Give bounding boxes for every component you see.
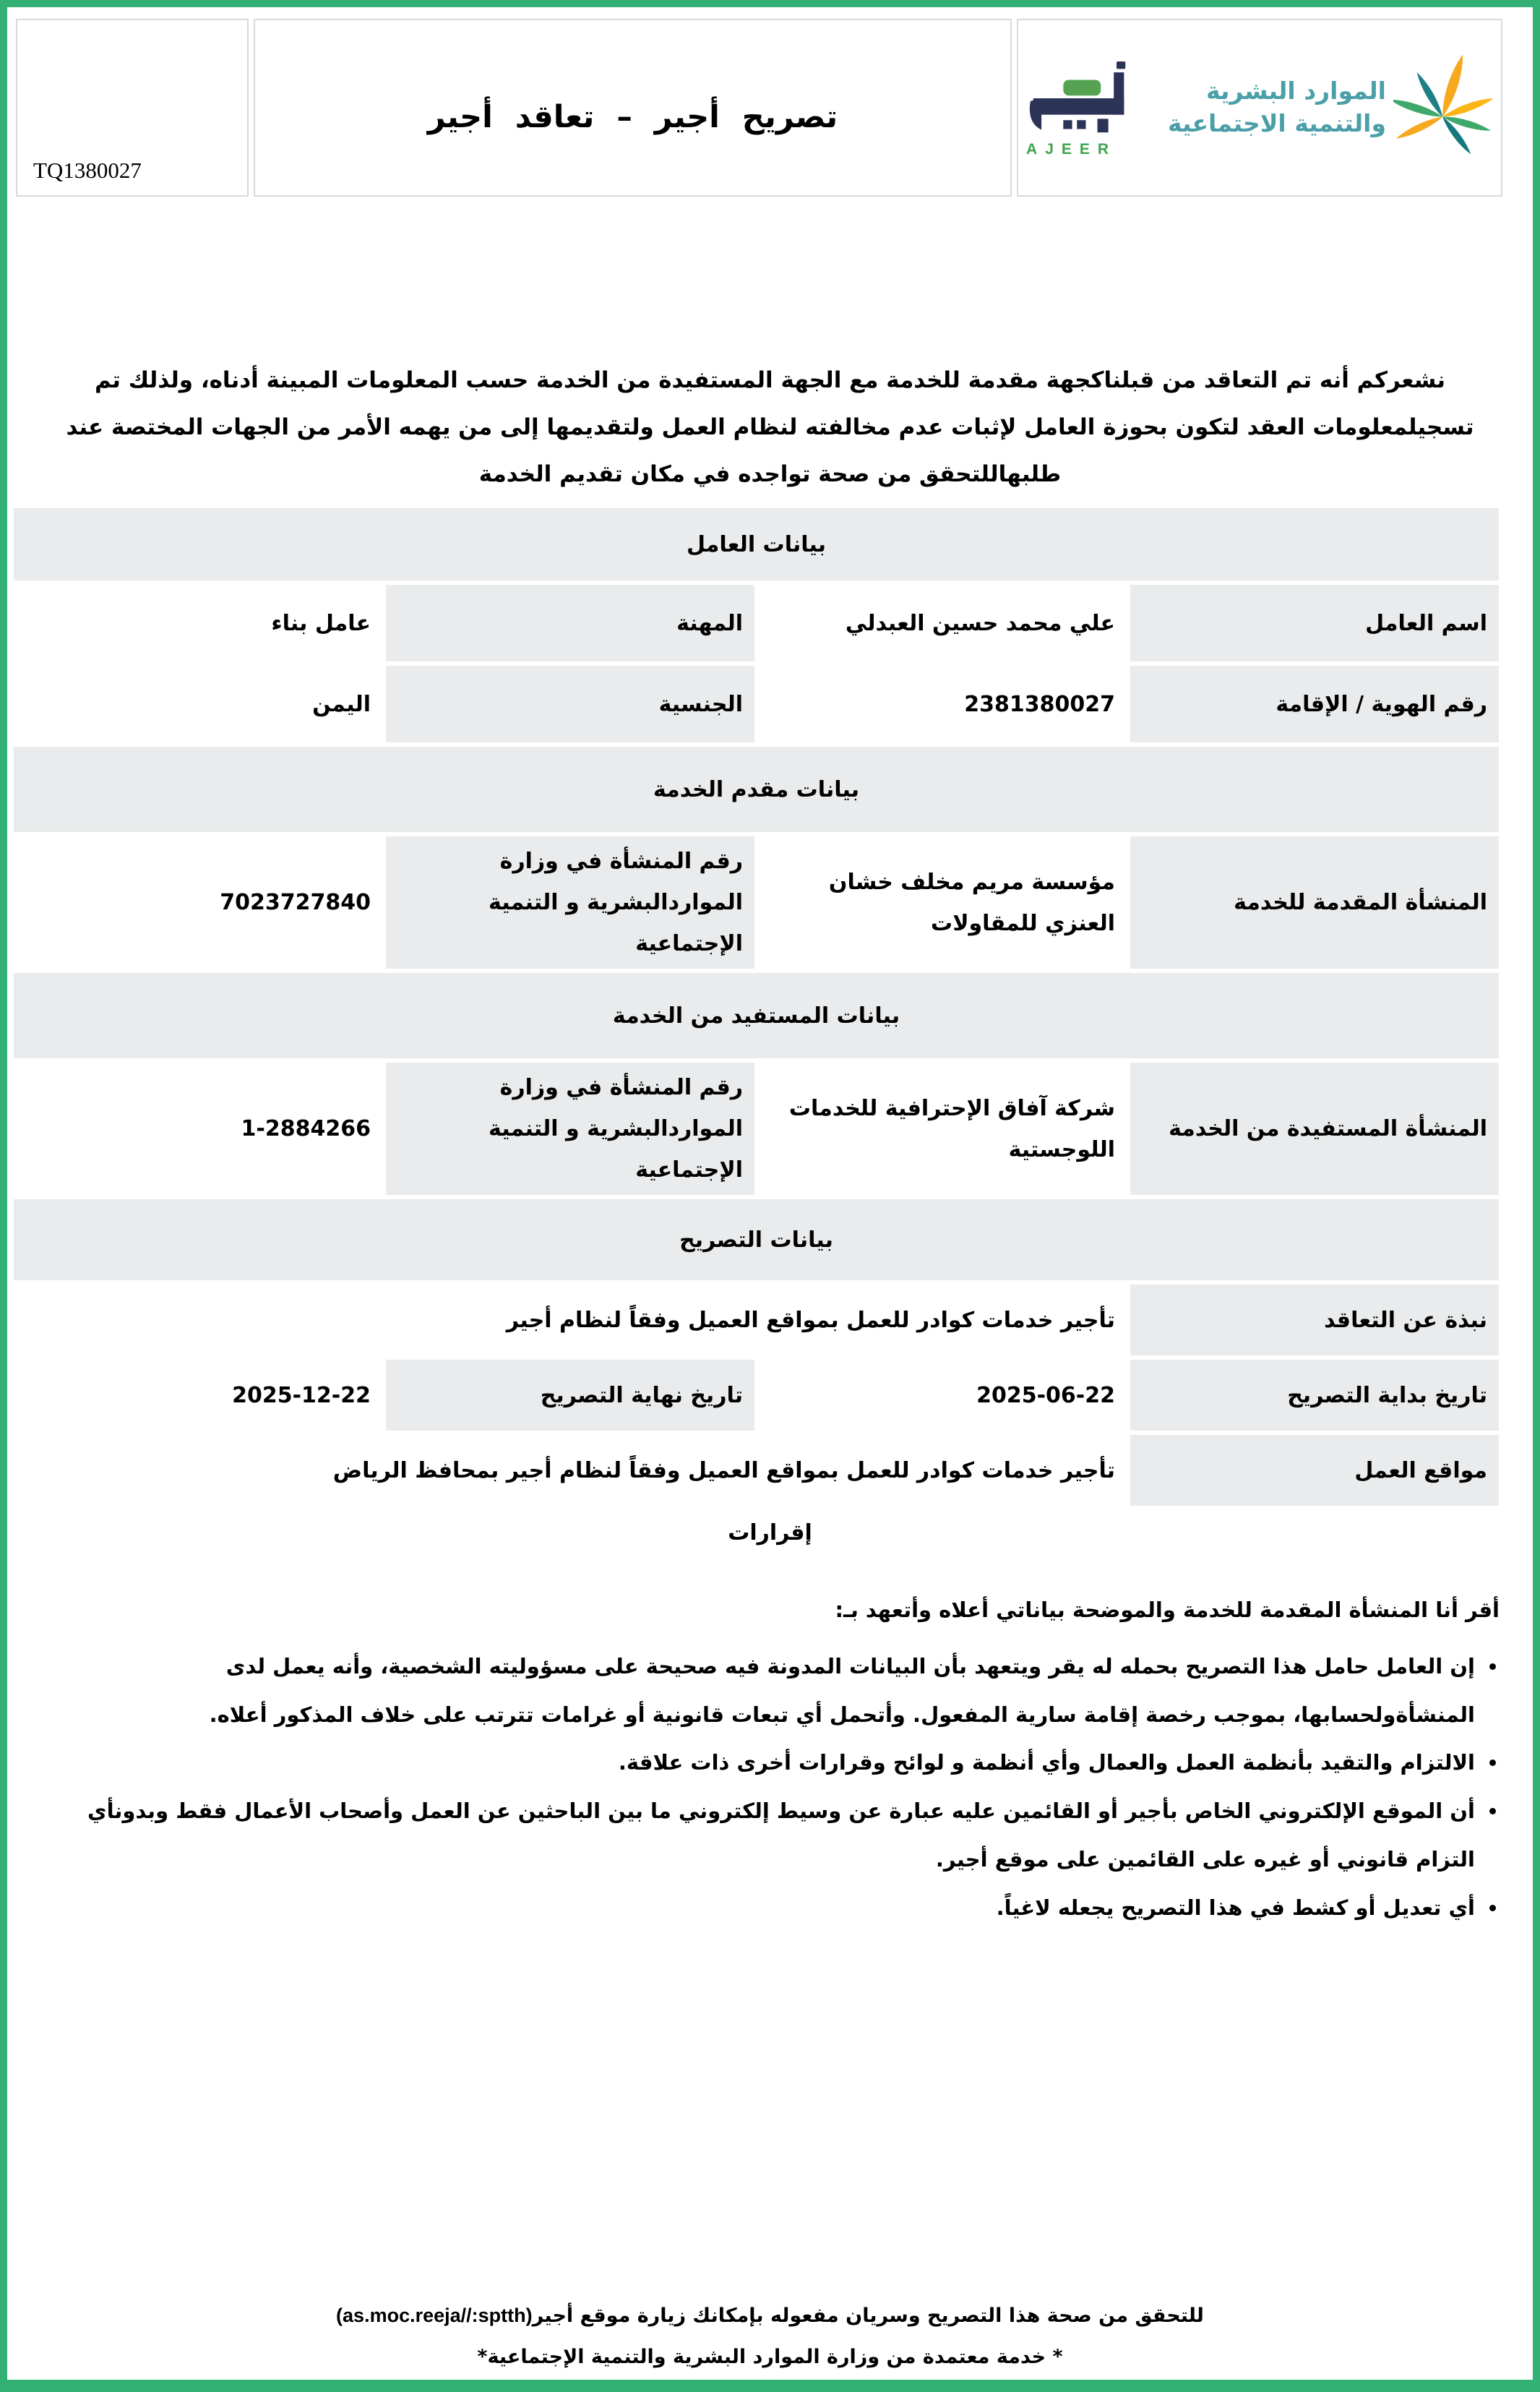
worker-name-value-cell: علي محمد حسين العبدلي <box>758 585 1127 661</box>
footer-verify-line <box>7 2305 1533 2327</box>
ajeer-logo <box>1025 61 1135 158</box>
profession-value-cell: عامل بناء <box>14 585 382 661</box>
table-row <box>14 585 1499 661</box>
provider-mol-number-value-cell: 7023727840 <box>14 836 382 969</box>
table-row <box>14 1360 1499 1431</box>
section-worker-header <box>14 508 1499 580</box>
section-title-beneficiary: بيانات المستفيد من الخدمة <box>14 973 1499 1058</box>
beneficiary-mol-number-label-cell: رقم المنشأة في وزارة المواردالبشرية و التنمية الإجتماعية <box>386 1063 754 1195</box>
permit-table <box>10 504 1502 1510</box>
doc-number: TQ1380027 <box>33 158 142 183</box>
declarations-heading: إقرارات <box>728 1520 812 1546</box>
start-date-value-cell: 2025-06-22 <box>758 1360 1127 1431</box>
table-row <box>14 836 1499 969</box>
end-date-label-cell: تاريخ نهاية التصريح <box>386 1360 754 1431</box>
beneficiary-mol-number-value-cell: 1-2884266 <box>14 1063 382 1195</box>
footer <box>7 2305 1533 2368</box>
worker-name-label-cell: اسم العامل <box>1130 585 1499 661</box>
beneficiary-label-cell: المنشأة المستفيدة من الخدمة <box>1130 1063 1499 1195</box>
footer-accreditation: * خدمة معتمدة من وزارة الموارد البشرية والتنمية الإجتماعية* <box>477 2346 1063 2368</box>
table-row <box>14 1063 1499 1195</box>
nationality-label-cell: الجنسية <box>386 666 754 742</box>
declarations-section <box>40 1520 1500 1932</box>
nationality-value-cell: اليمن <box>14 666 382 742</box>
doc-number-box <box>16 19 249 197</box>
section-title-permit: بيانات التصريح <box>14 1199 1499 1280</box>
ministry-logo <box>1168 51 1494 165</box>
intro-paragraph: نشعركم أنه تم التعاقد من قبلناكجهة مقدمة للخدمة مع الجهة المستفيدة من الخدمة حسب المعلومات المبينة أدناه، ولذلك تم تسجيلمعلومات العقد لتكون بحوزة العامل لإثبات عدم مخالفته لنظام العمل ولتقديمها إلى من يهمه الأمر من الجهات المختصة عند طلبهاللتحقق من صحة تواجده في مكان تقديم الخدمة <box>66 367 1474 488</box>
declarations-intro: أقر أنا المنشأة المقدمة للخدمة والموضحة بياناتي أعلاه وأتعهد بـ: <box>835 1598 1500 1623</box>
page-title: تصريح أجير – تعاقد أجير <box>427 99 838 135</box>
table-row <box>14 1435 1499 1506</box>
id-number-value-cell: 2381380027 <box>758 666 1127 742</box>
ministry-palm-icon <box>1393 51 1494 165</box>
section-permit-header <box>14 1199 1499 1280</box>
work-locations-label-cell: مواقع العمل <box>1130 1435 1499 1506</box>
contract-brief-value-cell: تأجير خدمات كوادر للعمل بمواقع العميل وفقاً لنظام أجير <box>14 1285 1127 1355</box>
provider-label-cell: المنشأة المقدمة للخدمة <box>1130 836 1499 969</box>
ajeer-logo-icon <box>1025 61 1135 135</box>
start-date-label-cell: تاريخ بداية التصريح <box>1130 1360 1499 1431</box>
ajeer-logo-caption: AJEER <box>1026 141 1117 158</box>
work-locations-value-cell: تأجير خدمات كوادر للعمل بمواقع العميل وفقاً لنظام أجير بمحافظ الرياض <box>14 1435 1127 1506</box>
section-beneficiary-header <box>14 973 1499 1058</box>
id-number-label-cell: رقم الهوية / الإقامة <box>1130 666 1499 742</box>
footer-verify-url: (as.moc.reeja//:sptth) <box>336 2305 533 2326</box>
provider-mol-number-label-cell: رقم المنشأة في وزارة المواردالبشرية و التنمية الإجتماعية <box>386 836 754 969</box>
profession-label-cell: المهنة <box>386 585 754 661</box>
declaration-item: • إن العامل حامل هذا التصريح بحمله له يقر ويتعهد بأن البيانات المدونة فيه صحيحة على مسؤوليته الشخصية، وأنه يعمل لدى المنشأةولحسابها، بموجب رخصة إقامة سارية المفعول. وأتحمل أي تبعات قانونية أو غرامات تترتب على خلاف المذكور أعلاه. <box>40 1642 1478 1739</box>
ministry-logo-text <box>1168 75 1386 140</box>
header <box>16 19 1502 197</box>
section-provider-header <box>14 747 1499 832</box>
ministry-logo-line1: الموارد البشرية <box>1206 77 1386 106</box>
footer-verify-text: للتحقق من صحة هذا التصريح وسريان مفعوله بإمكانك زيارة موقع أجير <box>532 2305 1204 2327</box>
declaration-item: • الالتزام والتقيد بأنظمة العمل والعمال وأي أنظمة و لوائح وقرارات أخرى ذات علاقة. <box>40 1739 1478 1787</box>
section-title-provider: بيانات مقدم الخدمة <box>14 747 1499 832</box>
table-row <box>14 666 1499 742</box>
end-date-value-cell: 2025-12-22 <box>14 1360 382 1431</box>
beneficiary-name-value-cell: شركة آفاق الإحترافية للخدمات اللوجستية <box>758 1063 1127 1195</box>
ministry-logo-line2: والتنمية الاجتماعية <box>1168 109 1386 137</box>
declarations-list <box>40 1642 1500 1932</box>
logos-box <box>1017 19 1502 197</box>
provider-name-value-cell: مؤسسة مريم مخلف خشان العنزي للمقاولات <box>758 836 1127 969</box>
declaration-item: • أن الموقع الإلكتروني الخاص بأجير أو القائمين عليه عبارة عن وسيط إلكتروني ما بين الباحثين عن العمل وأصحاب الأعمال فقط وبدونأي التزام قانوني أو غيره على القائمين على موقع أجير. <box>40 1787 1478 1883</box>
section-title-worker: بيانات العامل <box>14 508 1499 580</box>
declaration-item: • أي تعديل أو كشط في هذا التصريح يجعله لاغياً. <box>40 1884 1478 1932</box>
contract-brief-label-cell: نبذة عن التعاقد <box>1130 1285 1499 1355</box>
table-row <box>14 1285 1499 1355</box>
title-box <box>254 19 1012 197</box>
